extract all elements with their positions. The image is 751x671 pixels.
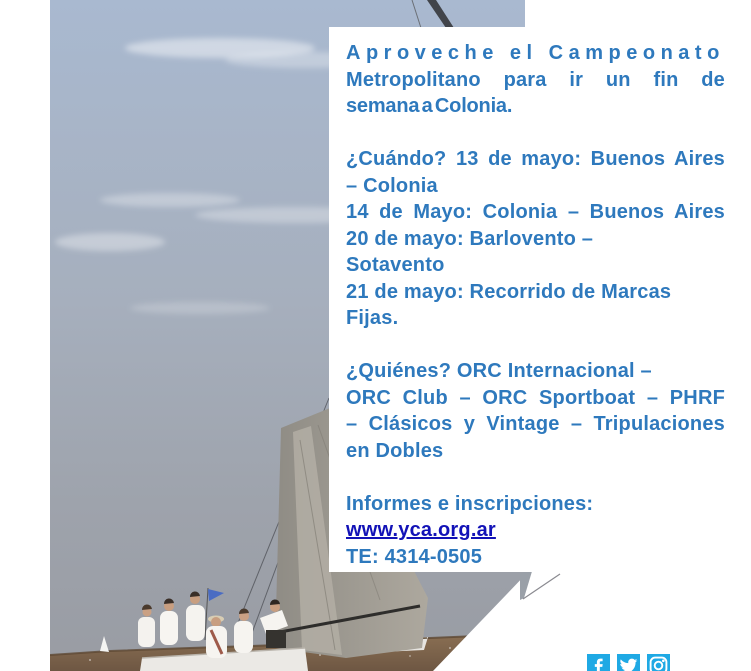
intro-paragraph (346, 40, 725, 120)
schedule-line: 20 de mayo: Barlovento – (346, 227, 594, 250)
schedule-line: Fijas. (346, 307, 399, 329)
schedule-line: – Colonia (346, 174, 438, 197)
participants-line: ORC Club – ORC Sportboat – PHRF (346, 386, 725, 409)
facebook-button[interactable] (587, 654, 610, 671)
schedule-line: Sotavento (346, 254, 445, 276)
yca-link[interactable]: www.yca.org.ar (346, 519, 496, 541)
twitter-icon (617, 654, 640, 671)
instagram-icon (647, 654, 670, 671)
twitter-button[interactable] (617, 654, 640, 671)
schedule-line: 21 de mayo: Recorrido de Marcas (346, 280, 672, 303)
contact-heading: Informes e inscripciones: (346, 492, 594, 515)
schedule-line: ¿Cuándo? 13 de mayo: Buenos Aires (346, 148, 725, 170)
intro-line: semana a Colonia. (346, 95, 513, 117)
intro-line: Metropolitano para ir un fin de (346, 68, 725, 91)
participants-line: – Clásicos y Vintage – Tripulaciones (346, 413, 725, 435)
schedule-line: 14 de Mayo: Colonia – Buenos Aires (346, 201, 725, 223)
participants-paragraph (346, 358, 725, 464)
info-panel (329, 27, 751, 572)
social-links (587, 654, 670, 671)
schedule-paragraph (346, 146, 725, 332)
participants-line: en Dobles (346, 439, 444, 462)
facebook-icon (587, 654, 610, 671)
contact-paragraph (346, 491, 725, 571)
intro-line: Aproveche el Campeonato (346, 42, 725, 64)
instagram-button[interactable] (647, 654, 670, 671)
sail-tip-detail (520, 566, 566, 606)
participants-line: ¿Quiénes? ORC Internacional – (346, 360, 652, 382)
contact-phone: TE: 4314-0505 (346, 545, 483, 568)
